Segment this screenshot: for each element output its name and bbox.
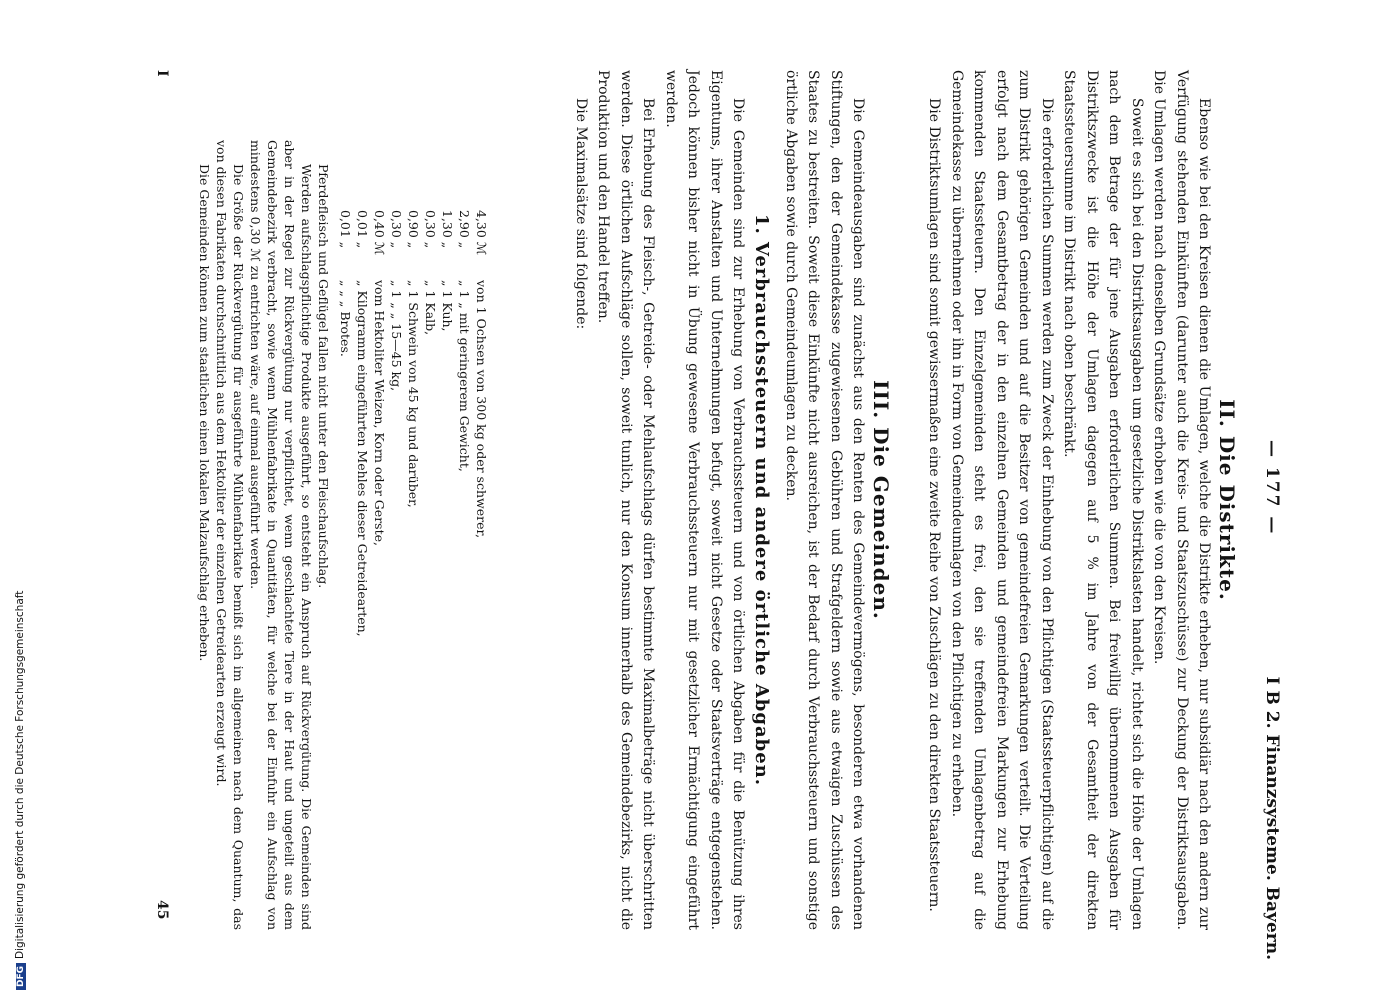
page-number: — 177 — [1262,440,1282,536]
rates-table [337,210,490,637]
paragraph: Die Gemeindeausgaben sind zunächst aus den Renten des Gemeindevermögens, besonderen etwa vorhandenen Stiftungen, den der Gemeindekasse zugewiesenen Gebühren und Strafgeldern sowie aus etwaigen Zuschüssen des Staates zu bestreiten. Soweit diese Einkünfte nicht ausreichen, ist der Bedarf durch Verbrauchssteuern und sonstige örtliche Abgaben sowie durch Gemeindeumlagen zu decken. [783,70,867,930]
paragraph: Die Gemeinden sind zur Erhebung von Verbrauchssteuern und von örtlichen Abgaben für die Benützung ihres Eigentums, ihrer Anstalten und Unternehmungen befugt, soweit nicht Gesetze oder Staatsverträge entgegenstehen. Jedoch können bisher nicht in Übung gewesene Verbrauchssteuern nur mit gesetzlicher Ermächtigung eingeführt werden. [663,70,747,930]
section-title: III. Die Gemeinden. [869,380,893,620]
note: Die Größe der Rückvergütung für ausgeführte Mühlenfabrikate bemißt sich im allgemeinen nach dem Quantum, das von diesen Fabrikaten durchschnittlich aus dem Hektoliter der einzelnen Getreidearten erzeugt wird. [214,140,246,930]
rate-row: 4,30 ℳvon 1 Ochsen von 300 kg oder schwerer, [474,210,489,539]
signature-mark: I [154,70,170,77]
subsection-consumption-taxes [570,70,773,930]
rate-row: 0,01 „„ Kilogramm eingeführten Mehles dieser Getreidearten, [355,210,370,637]
rate-row: 2,90 „„ 1 „ mit geringerem Gewicht, [457,210,472,472]
digitization-watermark [0,0,26,1000]
paragraph: Bei Erhebung des Fleisch-, Getreide- oder Mehlaufschlags dürfen bestimmte Maximalbeträge nicht überschritten werden. Diese örtlichen Aufschläge sollen, soweit tunlich, nur den Konsum innerhalb des Gemeindebezirks, nicht die Produktion und den Handel treffen. [595,70,657,930]
rate-row: 0,01 „„ „ „ Brotes. [338,210,353,357]
subsection-title: 1. Verbrauchssteuern und andere örtliche Abgaben. [751,213,772,787]
section-title: II. Die Distrikte. [1215,399,1239,601]
section-municipalities [780,70,893,930]
paragraph: Die erforderlichen Summen werden zum Zweck der Einhebung von den Pflichtigen (Staatssteuerpflichtigen) auf die zum Distrikt gehörigen Gemeinden und auf die Besitzer von gemeindefreien Gemarkungen verteilt. Die Verteilung erfolgt nach dem Gesamtbetrag der in den einzelnen Gemeinden und gemeindefreien Markungen zur Erhebung kommenden Staatssteuern. Den Einzelgemeinden steht es frei, den sie treffenden Umlagenbetrag auf die Gemeindekasse zu übernehmen oder ihn in Form von Gemeindeumlagen von den Pflichtigen zu erheben. [949,70,1055,930]
note: Werden aufschlagspflichtige Produkte ausgeführt, so entsteht ein Anspruch auf Rückvergütung. Die Gemeinden sind aber in der Regel zur Rückvergütung nur verpflichtet, wenn geschlachtete Tiere in der Haut und ungeteilt aus dem Gemeindebezirk verbracht, sowie wenn Mühlenfabrikate in Quantitäten, für welche bei der Einfuhr ein Aufschlag von mindestens 0,30 ℳ zu entrichten wäre, auf einmal ausgeführt werden. [248,140,314,930]
note: Die Gemeinden können zum staatlichen einen lokalen Malzaufschlag erheben. [197,164,212,662]
watermark-text: Digitalisierung gefördert durch die Deutsche Forschungsgemeinschaft [14,590,26,959]
notes-block [196,140,332,930]
paragraph: Die Distriktsumlagen sind somit gewissermaßen eine zweite Reihe von Zuschlägen zu den direkten Staatssteuern. [926,98,943,912]
rate-row: 0,90 „„ 1 Schwein von 45 kg und darüber, [406,210,421,508]
paragraph: Die Maximalsätze sind folgende: [573,98,589,330]
paragraph: Soweit es sich bei den Distriktsausgaben um gesetzliche Distriktslasten handelt, richtet sich die Höhe der Umlagen nach dem Betrage der für jene Ausgaben erforderlichen Summen. Bei freiwillig übernommenen Ausgaben für Distriktszwecke ist die Höhe der Umlagen dagegen auf 5 % im Jahre von der Gesamtheit der direkten Staatssteuersumme im Distrikt nach oben beschränkt. [1061,70,1145,930]
paragraph: Ebenso wie bei den Kreisen dienen die Umlagen, welche die Distrikte erheben, nur subsidiär nach den andern zur Verfügung stehenden Einkünften (darunter auch die Kreis- und Staatszuschüsse) zur Deckung der Distriktsausgaben. Die Umlagen werden nach denselben Grundsätze erhoben wie die von den Kreisen. [1151,70,1213,930]
rate-row: 0,30 „„ 1 Kalb, [423,210,438,336]
section-districts [923,70,1238,930]
rate-row: 0,40 ℳvom Hektoliter Weizen, Korn oder Gerste, [372,210,387,546]
rotated-page [140,0,1290,1000]
running-title: I B 2. Finanzsysteme. Bayern. [1262,676,1282,960]
page-header [1242,60,1282,960]
sheet-number: 45 [154,900,170,920]
rate-row: 0,30 „„ 1 „ „ 15—45 kg, [389,210,404,392]
watermark-text-wrap [14,591,26,990]
dfg-logo-icon: DFG [16,963,26,990]
note: Pferdefleisch und Geflügel fallen nicht unter den Fleischaufschlag. [316,164,331,589]
rate-row: 1,30 „„ 1 Kuh, [440,210,455,332]
